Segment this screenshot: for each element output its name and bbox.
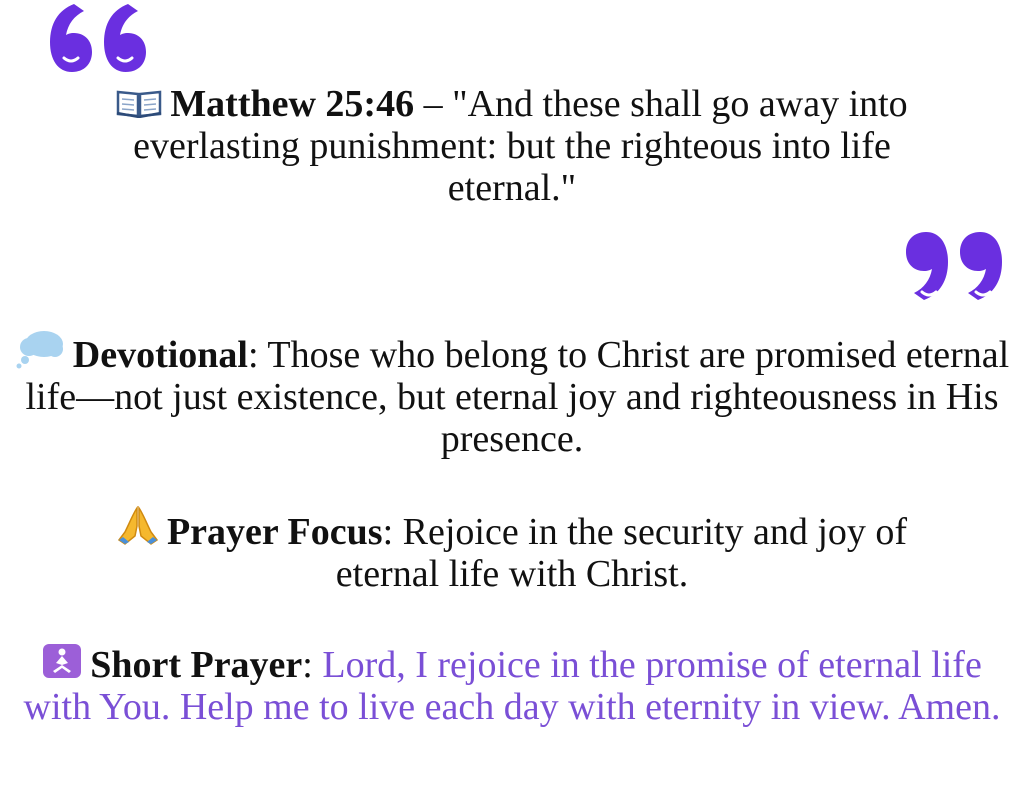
prayer-focus-text: Rejoice in the security and joy of eternal life with Christ. <box>335 511 908 595</box>
short-prayer-separator: : <box>302 644 323 686</box>
place-of-worship-icon <box>42 643 82 679</box>
verse-separator: – <box>414 83 453 125</box>
verse-reference: Matthew 25:46 <box>170 83 415 125</box>
verse-paragraph <box>72 83 952 209</box>
short-prayer-label: Short Prayer <box>90 644 303 686</box>
verse-text: "And these shall go away into everlasting punishment: but the righteous into life eternal." <box>133 83 908 209</box>
short-prayer-text: Lord, I rejoice in the promise of eternal life with You. Help me to live each day with eternity in view. Amen. <box>23 644 1001 728</box>
thought-bubble-icon <box>15 329 65 369</box>
open-quote-icon <box>44 0 148 76</box>
short-prayer-paragraph <box>22 643 1002 728</box>
devotional-block <box>0 329 1024 460</box>
prayer-focus-block <box>0 506 1024 595</box>
open-book-icon <box>116 88 162 118</box>
close-quote-icon <box>904 226 1008 306</box>
prayer-focus-separator: : <box>382 511 403 553</box>
devotional-text: Those who belong to Christ are promised eternal life—not just existence, but eternal joy and righteousness in His presence. <box>25 334 1010 460</box>
devotional-paragraph <box>7 329 1017 460</box>
devotional-separator: : <box>247 334 268 376</box>
short-prayer-block <box>0 643 1024 728</box>
prayer-focus-label: Prayer Focus <box>166 511 383 553</box>
praying-hands-icon <box>117 506 159 546</box>
devotional-label: Devotional <box>72 334 248 376</box>
verse-block <box>0 83 1024 209</box>
prayer-focus-paragraph <box>62 506 962 595</box>
